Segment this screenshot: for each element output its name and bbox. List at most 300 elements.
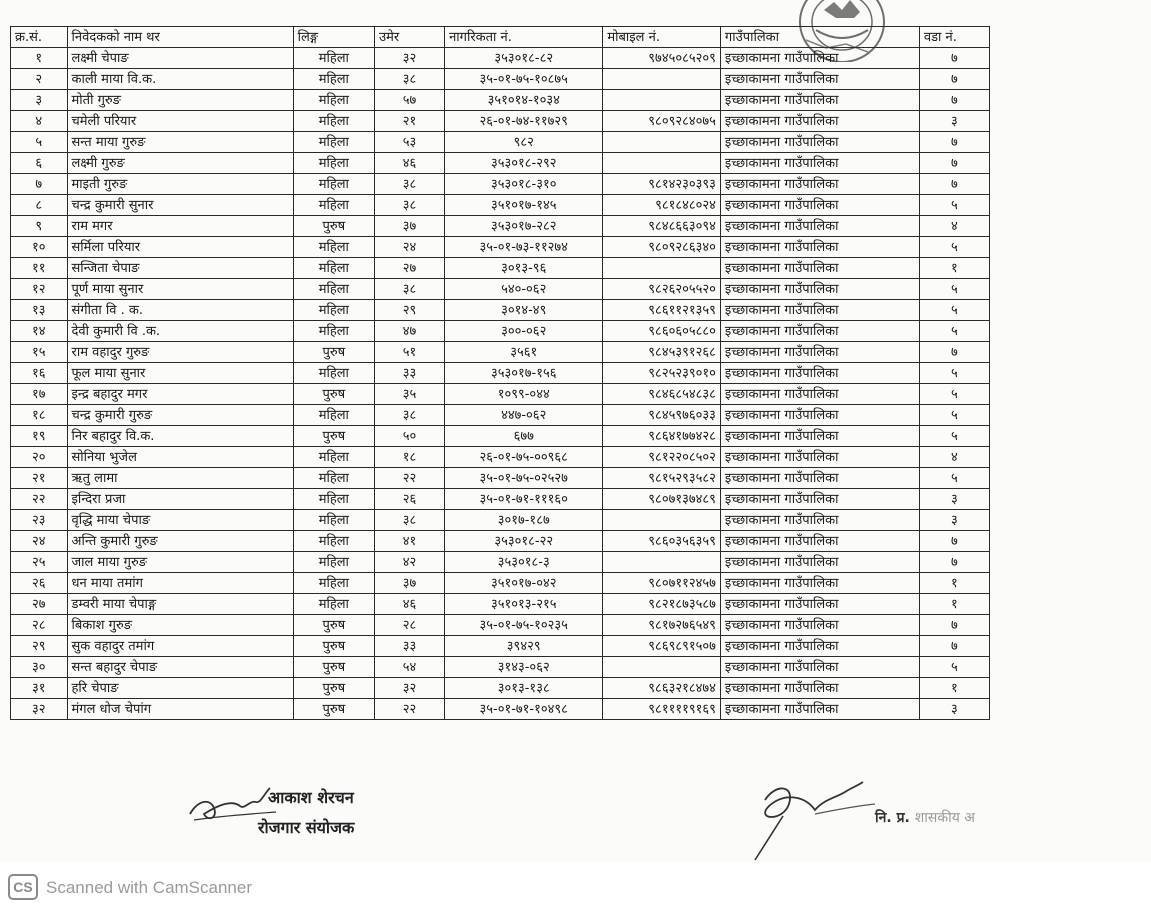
table-row xyxy=(11,237,990,258)
cell-gender: महिला xyxy=(293,405,374,426)
cell-mobile: ९८०७१३७४८९ xyxy=(603,489,721,510)
cell-gender: महिला xyxy=(293,153,374,174)
cell-citizenship: ३५३०१८-३ xyxy=(445,552,603,573)
cell-ward: ५ xyxy=(919,195,989,216)
cell-ward: १ xyxy=(919,678,989,699)
cell-citizenship: ३५१०१७-१४५ xyxy=(445,195,603,216)
cell-mobile: ९८०९२८४०७५ xyxy=(603,111,721,132)
cell-serial: २९ xyxy=(11,636,68,657)
cell-ward: ५ xyxy=(919,468,989,489)
cell-age: २६ xyxy=(375,489,445,510)
cell-citizenship: ३५१०१४-१०३४ xyxy=(445,90,603,111)
cell-name: वृद्धि माया चेपाङ xyxy=(67,510,293,531)
cell-age: ४१ xyxy=(375,531,445,552)
cell-municipality: इच्छाकामना गाउँपालिका xyxy=(720,111,919,132)
cell-ward: ३ xyxy=(919,510,989,531)
cell-mobile xyxy=(603,510,721,531)
cell-gender: पुरुष xyxy=(293,678,374,699)
table-row xyxy=(11,405,990,426)
cell-ward: ३ xyxy=(919,699,989,720)
cell-ward: ५ xyxy=(919,279,989,300)
cell-ward: १ xyxy=(919,594,989,615)
signature-right xyxy=(745,770,885,862)
cell-gender: महिला xyxy=(293,111,374,132)
table-row xyxy=(11,69,990,90)
cell-gender: महिला xyxy=(293,258,374,279)
cell-serial: ५ xyxy=(11,132,68,153)
cell-name: चन्द्र कुमारी गुरुङ xyxy=(67,405,293,426)
table-row xyxy=(11,594,990,615)
cell-serial: १० xyxy=(11,237,68,258)
table-row xyxy=(11,678,990,699)
cell-age: ३३ xyxy=(375,363,445,384)
cell-citizenship: ९८२ xyxy=(445,132,603,153)
cell-name: इन्द्र बहादुर मगर xyxy=(67,384,293,405)
cell-serial: २७ xyxy=(11,594,68,615)
cell-name: देवी कुमारी वि .क. xyxy=(67,321,293,342)
table-row xyxy=(11,657,990,678)
cell-mobile: ९८२६२०५५२० xyxy=(603,279,721,300)
cell-municipality: इच्छाकामना गाउँपालिका xyxy=(720,90,919,111)
cell-citizenship: ३०१३-१३८ xyxy=(445,678,603,699)
cell-citizenship: ३५३०१७-१५६ xyxy=(445,363,603,384)
cell-ward: १ xyxy=(919,573,989,594)
cell-serial: १८ xyxy=(11,405,68,426)
cell-ward: ७ xyxy=(919,552,989,573)
cell-ward: ७ xyxy=(919,531,989,552)
cell-municipality: इच्छाकामना गाउँपालिका xyxy=(720,279,919,300)
table-row xyxy=(11,111,990,132)
cell-mobile: ९८६३२१८४७४ xyxy=(603,678,721,699)
cell-serial: २१ xyxy=(11,468,68,489)
cell-mobile xyxy=(603,153,721,174)
cell-serial: ७ xyxy=(11,174,68,195)
cell-municipality: इच्छाकामना गाउँपालिका xyxy=(720,678,919,699)
cell-mobile xyxy=(603,132,721,153)
cell-age: २२ xyxy=(375,699,445,720)
cell-serial: १७ xyxy=(11,384,68,405)
cell-name: ऋतु लामा xyxy=(67,468,293,489)
cell-citizenship: २६-०१-७५-००९६८ xyxy=(445,447,603,468)
cell-serial: १२ xyxy=(11,279,68,300)
signature-left xyxy=(180,770,400,850)
cell-name: इन्दिरा प्रजा xyxy=(67,489,293,510)
table-row xyxy=(11,699,990,720)
cell-mobile: ९८१७२७६५४९ xyxy=(603,615,721,636)
cell-ward: ५ xyxy=(919,426,989,447)
cell-citizenship: ३५-०१-७५-१०२३५ xyxy=(445,615,603,636)
table-row xyxy=(11,195,990,216)
scanner-watermark-footer xyxy=(0,862,1151,910)
cell-serial: ३ xyxy=(11,90,68,111)
table-row xyxy=(11,489,990,510)
cell-age: ३७ xyxy=(375,216,445,237)
cell-municipality: इच्छाकामना गाउँपालिका xyxy=(720,573,919,594)
cell-citizenship: ३५-०१-७१-१०४९८ xyxy=(445,699,603,720)
cell-mobile: ९८६११२१३५९ xyxy=(603,300,721,321)
cell-municipality: इच्छाकामना गाउँपालिका xyxy=(720,615,919,636)
camscanner-watermark-text: Scanned with CamScanner xyxy=(46,878,253,897)
cell-age: ३८ xyxy=(375,195,445,216)
cell-gender: महिला xyxy=(293,195,374,216)
cell-name: सुक वहादुर तमांग xyxy=(67,636,293,657)
cell-gender: पुरुष xyxy=(293,657,374,678)
cell-gender: महिला xyxy=(293,447,374,468)
cell-ward: ५ xyxy=(919,384,989,405)
cell-mobile: ९८२१८७३५८७ xyxy=(603,594,721,615)
cell-age: ५४ xyxy=(375,657,445,678)
cell-gender: महिला xyxy=(293,48,374,69)
cell-gender: महिला xyxy=(293,300,374,321)
cell-municipality: इच्छाकामना गाउँपालिका xyxy=(720,447,919,468)
cell-serial: २५ xyxy=(11,552,68,573)
cell-serial: १३ xyxy=(11,300,68,321)
cell-municipality: इच्छाकामना गाउँपालिका xyxy=(720,342,919,363)
cell-gender: महिला xyxy=(293,174,374,195)
header-name: निवेदकको नाम थर xyxy=(67,27,293,48)
cell-name: चन्द्र कुमारी सुनार xyxy=(67,195,293,216)
cell-municipality: इच्छाकामना गाउँपालिका xyxy=(720,468,919,489)
cell-citizenship: ३००-०६२ xyxy=(445,321,603,342)
table-row xyxy=(11,48,990,69)
cell-serial: ८ xyxy=(11,195,68,216)
cell-ward: १ xyxy=(919,258,989,279)
cell-serial: ६ xyxy=(11,153,68,174)
table-row xyxy=(11,342,990,363)
cell-mobile: ९८४५९७६०३३ xyxy=(603,405,721,426)
cell-municipality: इच्छाकामना गाउँपालिका xyxy=(720,657,919,678)
cell-ward: ७ xyxy=(919,342,989,363)
cell-age: ३८ xyxy=(375,174,445,195)
table-row xyxy=(11,90,990,111)
cell-gender: महिला xyxy=(293,531,374,552)
cell-ward: ५ xyxy=(919,657,989,678)
applicant-table xyxy=(10,26,990,720)
cell-name: मोती गुरुङ xyxy=(67,90,293,111)
cell-name: सर्मिला परियार xyxy=(67,237,293,258)
cell-age: ३२ xyxy=(375,678,445,699)
cell-name: काली माया वि.क. xyxy=(67,69,293,90)
cell-age: ४२ xyxy=(375,552,445,573)
cell-age: ३३ xyxy=(375,636,445,657)
cell-age: ३२ xyxy=(375,48,445,69)
cell-ward: ७ xyxy=(919,615,989,636)
cell-mobile: ९८४६८५४८३८ xyxy=(603,384,721,405)
cell-ward: ५ xyxy=(919,363,989,384)
cell-serial: २० xyxy=(11,447,68,468)
cell-name: सन्त माया गुरुङ xyxy=(67,132,293,153)
cell-mobile xyxy=(603,258,721,279)
cell-municipality: इच्छाकामना गाउँपालिका xyxy=(720,363,919,384)
cell-citizenship: ४४७-०६२ xyxy=(445,405,603,426)
cell-mobile xyxy=(603,69,721,90)
cell-serial: १६ xyxy=(11,363,68,384)
table-row xyxy=(11,573,990,594)
table-row xyxy=(11,363,990,384)
cell-age: २४ xyxy=(375,237,445,258)
cell-gender: पुरुष xyxy=(293,699,374,720)
table-row xyxy=(11,216,990,237)
cell-mobile xyxy=(603,552,721,573)
cell-ward: ७ xyxy=(919,132,989,153)
cell-gender: पुरुष xyxy=(293,384,374,405)
cell-age: ४६ xyxy=(375,594,445,615)
table-row xyxy=(11,468,990,489)
cell-ward: ४ xyxy=(919,216,989,237)
cell-name: राम वहादुर गुरुङ xyxy=(67,342,293,363)
header-serial: क्र.सं. xyxy=(11,27,68,48)
cell-name: सोनिया भुजेल xyxy=(67,447,293,468)
cell-gender: महिला xyxy=(293,552,374,573)
cell-name: डम्वरी माया चेपाङ्ग xyxy=(67,594,293,615)
header-citizenship: नागरिकता नं. xyxy=(445,27,603,48)
cell-ward: ७ xyxy=(919,69,989,90)
cell-municipality: इच्छाकामना गाउँपालिका xyxy=(720,489,919,510)
cell-municipality: इच्छाकामना गाउँपालिका xyxy=(720,132,919,153)
cell-municipality: इच्छाकामना गाउँपालिका xyxy=(720,384,919,405)
cell-mobile: ९७४५०८५२०९ xyxy=(603,48,721,69)
cell-mobile: ९८४८६६३०९४ xyxy=(603,216,721,237)
cell-municipality: इच्छाकामना गाउँपालिका xyxy=(720,300,919,321)
cell-citizenship: २६-०१-७४-११७२९ xyxy=(445,111,603,132)
cell-citizenship: ३०१७-१८७ xyxy=(445,510,603,531)
cell-gender: पुरुष xyxy=(293,342,374,363)
cell-serial: ४ xyxy=(11,111,68,132)
header-mobile: मोबाइल नं. xyxy=(603,27,721,48)
cell-ward: ३ xyxy=(919,111,989,132)
cell-name: लक्ष्मी गुरुङ xyxy=(67,153,293,174)
cell-mobile: ९८१५२९३५८२ xyxy=(603,468,721,489)
cell-municipality: इच्छाकामना गाउँपालिका xyxy=(720,510,919,531)
cell-age: ३८ xyxy=(375,405,445,426)
table-row xyxy=(11,552,990,573)
cell-serial: २ xyxy=(11,69,68,90)
cell-gender: महिला xyxy=(293,363,374,384)
cell-serial: ३२ xyxy=(11,699,68,720)
cell-citizenship: ३१४३-०६२ xyxy=(445,657,603,678)
cell-age: २९ xyxy=(375,300,445,321)
cell-ward: ७ xyxy=(919,174,989,195)
cell-mobile xyxy=(603,90,721,111)
cell-gender: महिला xyxy=(293,132,374,153)
table-row xyxy=(11,132,990,153)
cell-mobile: ९८११११९१६९ xyxy=(603,699,721,720)
cell-citizenship: ३५१०१७-०४२ xyxy=(445,573,603,594)
cell-name: राम मगर xyxy=(67,216,293,237)
table-row xyxy=(11,174,990,195)
cell-age: २८ xyxy=(375,615,445,636)
table-row xyxy=(11,279,990,300)
cell-mobile: ९८०९२८६३४० xyxy=(603,237,721,258)
cell-age: २२ xyxy=(375,468,445,489)
cell-name: हरि चेपाङ xyxy=(67,678,293,699)
header-ward: वडा नं. xyxy=(919,27,989,48)
signatory-name: आकाश शेरचन xyxy=(268,788,354,807)
table-row xyxy=(11,321,990,342)
table-row xyxy=(11,426,990,447)
cell-municipality: इच्छाकामना गाउँपालिका xyxy=(720,216,919,237)
table-row xyxy=(11,531,990,552)
table-row xyxy=(11,258,990,279)
cell-ward: ७ xyxy=(919,636,989,657)
cell-municipality: इच्छाकामना गाउँपालिका xyxy=(720,594,919,615)
cell-citizenship: ५४०-०६२ xyxy=(445,279,603,300)
cell-citizenship: ३५३०१८-२२ xyxy=(445,531,603,552)
cell-gender: महिला xyxy=(293,90,374,111)
table-row xyxy=(11,615,990,636)
cell-citizenship: ३५१०१३-२१५ xyxy=(445,594,603,615)
cell-serial: २३ xyxy=(11,510,68,531)
cell-age: ५१ xyxy=(375,342,445,363)
cell-citizenship: ३५३०१७-२८२ xyxy=(445,216,603,237)
cell-mobile xyxy=(603,657,721,678)
cell-municipality: इच्छाकामना गाउँपालिका xyxy=(720,321,919,342)
cell-serial: ३० xyxy=(11,657,68,678)
cell-mobile: ९८६४१७७४२८ xyxy=(603,426,721,447)
table-row xyxy=(11,636,990,657)
cell-name: संगीता वि . क. xyxy=(67,300,293,321)
cell-serial: २२ xyxy=(11,489,68,510)
cell-citizenship: ३५६१ xyxy=(445,342,603,363)
cell-gender: महिला xyxy=(293,279,374,300)
cell-mobile: ९८६०३५६३५९ xyxy=(603,531,721,552)
designation-right xyxy=(875,808,975,827)
cell-ward: ३ xyxy=(919,489,989,510)
cell-gender: पुरुष xyxy=(293,426,374,447)
cell-age: ३८ xyxy=(375,510,445,531)
cell-age: ५० xyxy=(375,426,445,447)
cell-citizenship: ३९४२९ xyxy=(445,636,603,657)
cell-municipality: इच्छाकामना गाउँपालिका xyxy=(720,636,919,657)
cell-serial: २८ xyxy=(11,615,68,636)
cell-municipality: इच्छाकामना गाउँपालिका xyxy=(720,195,919,216)
cell-ward: ५ xyxy=(919,321,989,342)
cell-gender: महिला xyxy=(293,594,374,615)
cell-ward: ४ xyxy=(919,447,989,468)
cell-citizenship: १०९९-०४४ xyxy=(445,384,603,405)
cell-age: २१ xyxy=(375,111,445,132)
cell-name: मंगल धोज चेपांग xyxy=(67,699,293,720)
cell-municipality: इच्छाकामना गाउँपालिका xyxy=(720,258,919,279)
cell-citizenship: ३०१३-९६ xyxy=(445,258,603,279)
cell-serial: २६ xyxy=(11,573,68,594)
header-age: उमेर xyxy=(375,27,445,48)
cell-name: पूर्ण माया सुनार xyxy=(67,279,293,300)
designation-faded: शासकीय अ xyxy=(914,810,976,826)
cell-municipality: इच्छाकामना गाउँपालिका xyxy=(720,699,919,720)
signatory-title: रोजगार संयोजक xyxy=(258,818,355,837)
cell-municipality: इच्छाकामना गाउँपालिका xyxy=(720,237,919,258)
cell-citizenship: ३५-०१-७१-१११६० xyxy=(445,489,603,510)
table-row xyxy=(11,300,990,321)
cell-mobile: ९८६९८९१५०७ xyxy=(603,636,721,657)
cell-age: ५३ xyxy=(375,132,445,153)
cell-name: बिकाश गुरुङ xyxy=(67,615,293,636)
header-gender: लिङ्ग xyxy=(293,27,374,48)
cell-serial: १ xyxy=(11,48,68,69)
table-row xyxy=(11,447,990,468)
header-municipality: गाउँपालिका xyxy=(720,27,919,48)
cell-gender: महिला xyxy=(293,468,374,489)
cell-name: सन्जिता चेपाङ xyxy=(67,258,293,279)
cell-mobile: ९८१२२०८५०२ xyxy=(603,447,721,468)
designation-prefix: नि. प्र. xyxy=(875,810,910,826)
cell-municipality: इच्छाकामना गाउँपालिका xyxy=(720,69,919,90)
cell-gender: महिला xyxy=(293,489,374,510)
cell-name: लक्ष्मी चेपाङ xyxy=(67,48,293,69)
cell-municipality: इच्छाकामना गाउँपालिका xyxy=(720,531,919,552)
cell-gender: महिला xyxy=(293,69,374,90)
cell-mobile: ९८१४२३०३९३ xyxy=(603,174,721,195)
cell-age: ३५ xyxy=(375,384,445,405)
cell-name: सन्त बहादुर चेपाङ xyxy=(67,657,293,678)
cell-ward: ७ xyxy=(919,48,989,69)
cell-ward: ७ xyxy=(919,153,989,174)
cell-ward: ५ xyxy=(919,237,989,258)
cell-serial: १५ xyxy=(11,342,68,363)
cell-gender: महिला xyxy=(293,573,374,594)
cell-name: चमेली परियार xyxy=(67,111,293,132)
cell-citizenship: ३०१४-४९ xyxy=(445,300,603,321)
cell-name: अन्ति कुमारी गुरुङ xyxy=(67,531,293,552)
cell-mobile: ९८०७११२४५७ xyxy=(603,573,721,594)
table-body xyxy=(11,48,990,720)
cell-age: ५७ xyxy=(375,90,445,111)
cell-gender: महिला xyxy=(293,510,374,531)
cell-serial: १९ xyxy=(11,426,68,447)
cell-mobile: ९८६०६०५८८० xyxy=(603,321,721,342)
camscanner-logo-icon: CS xyxy=(8,874,38,900)
cell-citizenship: ३५-०१-७५-१०८७५ xyxy=(445,69,603,90)
cell-name: माइती गुरुङ xyxy=(67,174,293,195)
table-row xyxy=(11,384,990,405)
cell-serial: ९ xyxy=(11,216,68,237)
cell-age: ४७ xyxy=(375,321,445,342)
cell-ward: ५ xyxy=(919,300,989,321)
cell-age: ३८ xyxy=(375,69,445,90)
cell-name: निर बहादुर वि.क. xyxy=(67,426,293,447)
table-row xyxy=(11,510,990,531)
cell-serial: २४ xyxy=(11,531,68,552)
cell-age: १८ xyxy=(375,447,445,468)
cell-gender: पुरुष xyxy=(293,615,374,636)
table-row xyxy=(11,153,990,174)
cell-mobile: ९८१८४८०२४ xyxy=(603,195,721,216)
cell-municipality: इच्छाकामना गाउँपालिका xyxy=(720,174,919,195)
cell-gender: पुरुष xyxy=(293,636,374,657)
cell-citizenship: ६७७ xyxy=(445,426,603,447)
cell-gender: महिला xyxy=(293,237,374,258)
cell-age: ३७ xyxy=(375,573,445,594)
table-header-row xyxy=(11,27,990,48)
cell-gender: पुरुष xyxy=(293,216,374,237)
cell-municipality: इच्छाकामना गाउँपालिका xyxy=(720,48,919,69)
cell-municipality: इच्छाकामना गाउँपालिका xyxy=(720,153,919,174)
cell-municipality: इच्छाकामना गाउँपालिका xyxy=(720,552,919,573)
cell-citizenship: ३५-०१-७३-११२७४ xyxy=(445,237,603,258)
cell-serial: ११ xyxy=(11,258,68,279)
cell-serial: १४ xyxy=(11,321,68,342)
cell-mobile: ९८२५२३९०१० xyxy=(603,363,721,384)
cell-age: ३८ xyxy=(375,279,445,300)
cell-citizenship: ३५-०१-७५-०२५२७ xyxy=(445,468,603,489)
cell-citizenship: ३५३०१८-३१० xyxy=(445,174,603,195)
cell-serial: ३१ xyxy=(11,678,68,699)
cell-municipality: इच्छाकामना गाउँपालिका xyxy=(720,426,919,447)
cell-citizenship: ३५३०१८-२९२ xyxy=(445,153,603,174)
cell-name: फूल माया सुनार xyxy=(67,363,293,384)
cell-age: ४६ xyxy=(375,153,445,174)
